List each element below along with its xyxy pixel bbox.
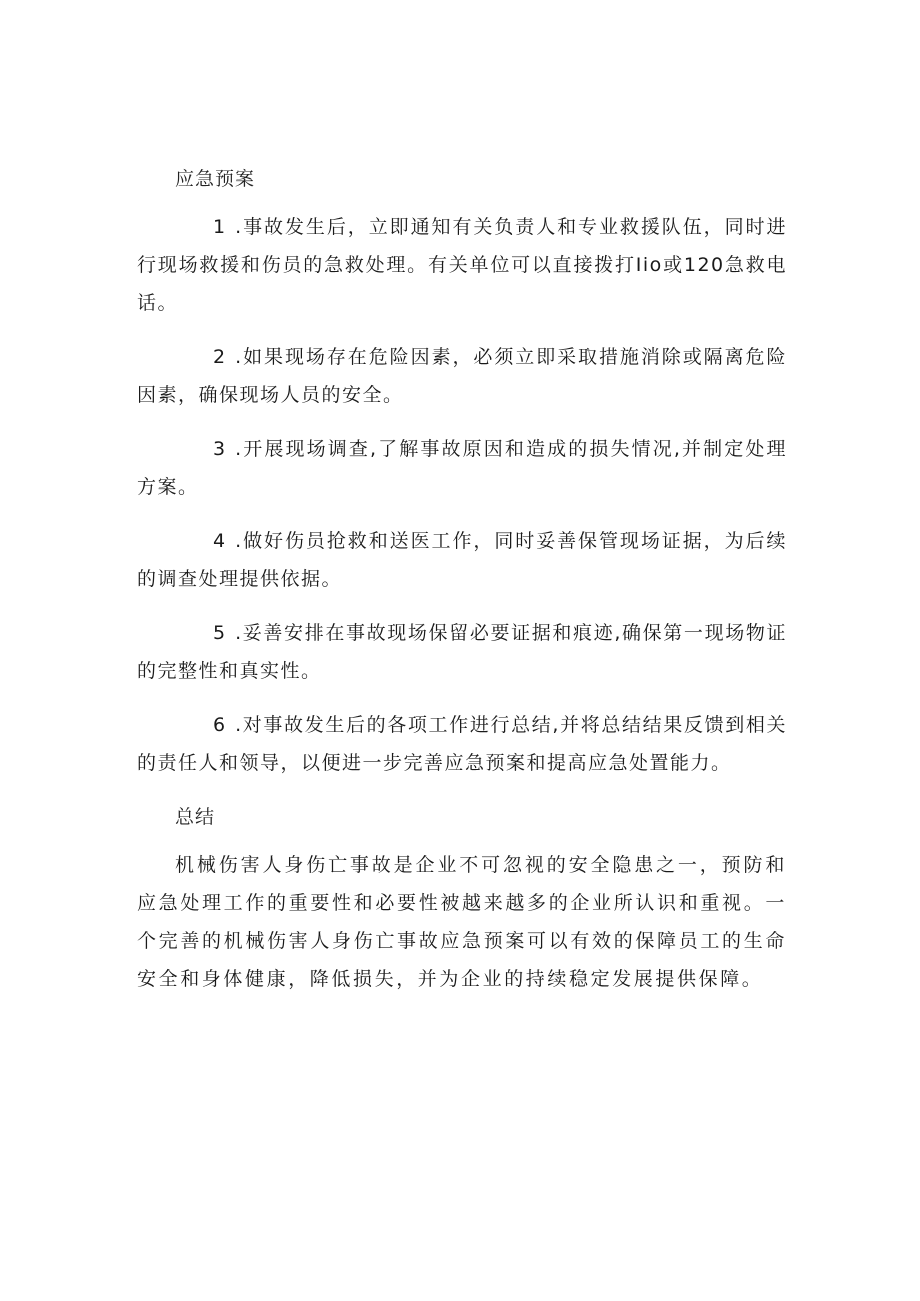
step-number: 2 [213,346,226,368]
section-title-summary: 总结 [175,806,216,828]
step-number: 1 [213,216,226,238]
step-item-2 [137,338,787,414]
step-item-6 [137,706,787,782]
step-text: .对事故发生后的各项工作进行总结,并将总结结果反馈到相关的责任人和领导，以便进一步完善应急预案和提高应急处置能力。 [137,714,787,774]
section-title-emergency-plan: 应急预案 [175,168,256,190]
step-number: 3 [213,438,226,460]
summary-paragraph: 机械伤害人身伤亡事故是企业不可忽视的安全隐患之一，预防和应急处理工作的重要性和必要性被越来越多的企业所认识和重视。一个完善的机械伤害人身伤亡事故应急预案可以有效的保障员工的生命安全和身体健康，降低损失，并为企业的持续稳定发展提供保障。 [137,854,787,990]
step-text: .开展现场调查,了解事故原因和造成的损失情况,并制定处理方案。 [137,438,787,498]
step-text: .事故发生后，立即通知有关负责人和专业救援队伍，同时进行现场救援和伤员的急救处理。有关单位可以直接拨打Iio或120急救电话。 [137,216,787,314]
step-number: 4 [213,530,226,552]
step-item-4 [137,522,787,598]
step-item-5 [137,614,787,690]
step-item-1 [137,208,787,322]
document-body [137,160,787,1014]
step-text: .做好伤员抢救和送医工作，同时妥善保管现场证据，为后续的调查处理提供依据。 [137,530,787,590]
step-number: 5 [213,622,226,644]
step-text: .妥善安排在事故现场保留必要证据和痕迹,确保第一现场物证的完整性和真实性。 [137,622,787,682]
step-item-3 [137,430,787,506]
step-text: .如果现场存在危险因素，必须立即采取措施消除或隔离危险因素，确保现场人员的安全。 [137,346,787,406]
step-number: 6 [213,714,226,736]
